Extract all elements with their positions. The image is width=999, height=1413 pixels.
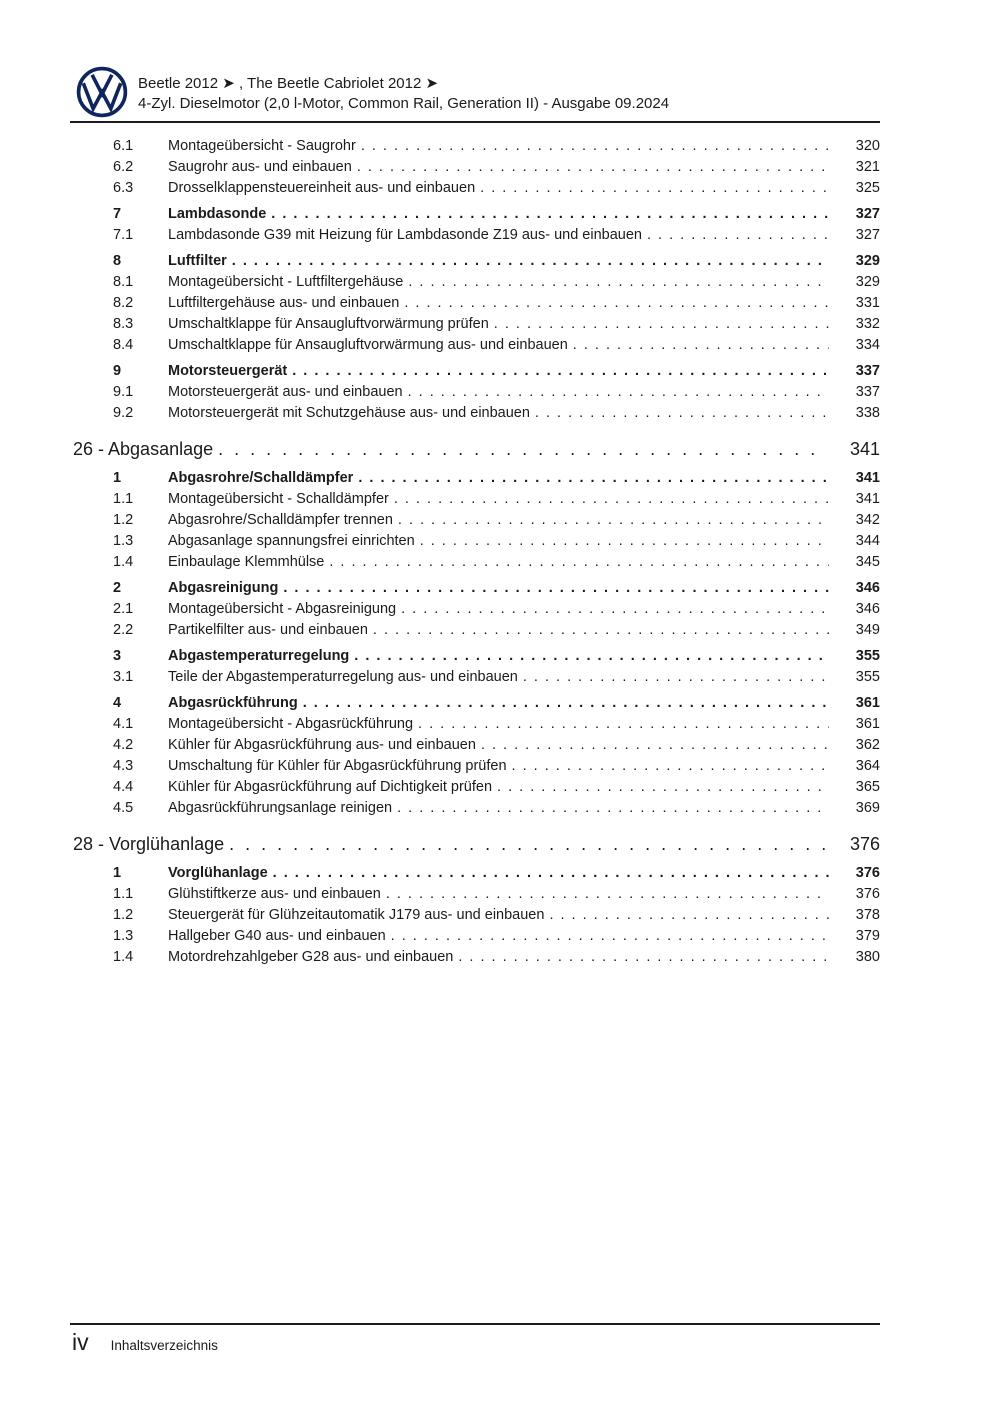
toc-entry-title: Motorsteuergerät mit Schutzgehäuse aus- und einbauen [168, 405, 530, 421]
dot-leader [386, 884, 829, 905]
toc-entry-number: 1 [113, 470, 122, 486]
dot-leader [494, 314, 829, 335]
toc-entry-title: Umschaltklappe für Ansaugluftvorwärmung prüfen [168, 316, 489, 332]
dot-leader [292, 361, 829, 382]
toc-entry-title: Abgastemperaturregelung [168, 648, 350, 664]
dot-leader [458, 947, 829, 968]
toc-entry-number: 2.2 [113, 622, 134, 638]
header-text [138, 74, 669, 114]
dot-leader [358, 468, 829, 489]
dot-leader [408, 382, 829, 403]
toc-entry-title: Montageübersicht - Schalldämpfer [168, 491, 389, 507]
dot-leader [535, 403, 829, 424]
toc-entry-number: 1.4 [113, 554, 134, 570]
toc-entry-row [70, 531, 880, 552]
toc-entry-number: 8.3 [113, 316, 134, 332]
toc-entry-title: Abgasreinigung [168, 580, 279, 596]
toc-page-number: 355 [855, 648, 880, 664]
toc-page-number: 331 [855, 295, 880, 311]
toc-entry-title: Partikelfilter aus- und einbauen [168, 622, 368, 638]
toc-entry-title: Teile der Abgastemperaturregelung aus- und einbauen [168, 669, 518, 685]
toc-entry-title: Drosselklappensteuereinheit aus- und einbauen [168, 180, 476, 196]
toc-entry-number: 8 [113, 253, 122, 269]
vw-logo-icon [76, 66, 128, 118]
toc-entry-title: Umschaltklappe für Ansaugluftvorwärmung aus- und einbauen [168, 337, 568, 353]
toc-entry-row [70, 136, 880, 157]
toc-page-number: 378 [855, 907, 880, 923]
toc-entry-title: Vorglühanlage [168, 865, 268, 881]
toc-entry-number: 9.1 [113, 384, 134, 400]
toc-entry-row [70, 403, 880, 424]
toc-entry-number: 4.4 [113, 779, 134, 795]
toc-page-number: 346 [855, 580, 880, 596]
toc-chapter-row [70, 435, 880, 463]
toc-entry-number: 4.2 [113, 737, 134, 753]
dot-leader [397, 798, 829, 819]
table-of-contents [70, 136, 880, 968]
toc-entry-number: 1.1 [113, 491, 134, 507]
toc-entry-number: 4.5 [113, 800, 134, 816]
dot-leader [357, 157, 829, 178]
toc-entry-row [70, 272, 880, 293]
toc-page-number: 329 [855, 274, 880, 290]
toc-page-number: 355 [855, 669, 880, 685]
toc-entry-number: 1.3 [113, 533, 134, 549]
toc-section-row [70, 646, 880, 667]
toc-section-row [70, 251, 880, 272]
footer-rule [70, 1323, 880, 1325]
toc-page-number: 341 [855, 470, 880, 486]
toc-entry-number: 2.1 [113, 601, 134, 617]
dot-leader [271, 204, 829, 225]
toc-entry-row [70, 884, 880, 905]
dot-leader [218, 435, 825, 463]
toc-page-number: 362 [855, 737, 880, 753]
toc-chapter-title: 26 - Abgasanlage [73, 439, 214, 459]
toc-entry-title: Abgasrückführung [168, 695, 298, 711]
toc-page-number: 337 [855, 363, 880, 379]
dot-leader [354, 646, 829, 667]
toc-entry-number: 4 [113, 695, 122, 711]
toc-page-number: 341 [855, 491, 880, 507]
toc-entry-number: 1.4 [113, 949, 134, 965]
toc-entry-title: Luftfilter [168, 253, 227, 269]
dot-leader [391, 926, 829, 947]
dot-leader [523, 667, 829, 688]
toc-entry-row [70, 552, 880, 573]
toc-entry-row [70, 777, 880, 798]
toc-entry-number: 1.3 [113, 928, 134, 944]
dot-leader [394, 489, 829, 510]
dot-leader [573, 335, 829, 356]
dot-leader [229, 830, 825, 858]
toc-entry-number: 6.3 [113, 180, 134, 196]
toc-section-row [70, 693, 880, 714]
toc-entry-title: Glühstiftkerze aus- und einbauen [168, 886, 381, 902]
toc-page-number: 369 [855, 800, 880, 816]
toc-page-number: 345 [855, 554, 880, 570]
toc-entry-title: Abgasrückführungsanlage reinigen [168, 800, 393, 816]
dot-leader [361, 136, 829, 157]
toc-entry-number: 8.4 [113, 337, 134, 353]
toc-entry-row [70, 510, 880, 531]
toc-page-number: 344 [855, 533, 880, 549]
toc-entry-title: Motordrehzahlgeber G28 aus- und einbauen [168, 949, 454, 965]
toc-page-number: 380 [855, 949, 880, 965]
toc-entry-title: Montageübersicht - Luftfiltergehäuse [168, 274, 404, 290]
toc-entry-number: 1.2 [113, 907, 134, 923]
toc-entry-number: 1 [113, 865, 122, 881]
toc-entry-title: Umschaltung für Kühler für Abgasrückführung prüfen [168, 758, 507, 774]
toc-section-row [70, 468, 880, 489]
toc-page-number: 361 [855, 716, 880, 732]
toc-entry-row [70, 667, 880, 688]
toc-section-row [70, 578, 880, 599]
toc-section-row [70, 204, 880, 225]
toc-entry-row [70, 293, 880, 314]
toc-entry-row [70, 756, 880, 777]
toc-entry-row [70, 947, 880, 968]
toc-page-number: 327 [855, 206, 880, 222]
toc-page-number: 338 [855, 405, 880, 421]
toc-entry-number: 9.2 [113, 405, 134, 421]
toc-entry-title: Kühler für Abgasrückführung aus- und einbauen [168, 737, 476, 753]
toc-page-number: 332 [855, 316, 880, 332]
toc-entry-number: 4.1 [113, 716, 134, 732]
toc-entry-number: 1.1 [113, 886, 134, 902]
dot-leader [232, 251, 829, 272]
toc-entry-title: Abgasrohre/Schalldämpfer [168, 470, 354, 486]
dot-leader [404, 293, 829, 314]
toc-chapter-row [70, 830, 880, 858]
dot-leader [418, 714, 829, 735]
toc-entry-row [70, 798, 880, 819]
toc-entry-number: 1.2 [113, 512, 134, 528]
toc-entry-title: Saugrohr aus- und einbauen [168, 159, 352, 175]
toc-entry-number: 8.1 [113, 274, 134, 290]
header-edition-line: 4-Zyl. Dieselmotor (2,0 l-Motor, Common Rail, Generation II) - Ausgabe 09.2024 [138, 95, 670, 112]
toc-section-row [70, 361, 880, 382]
toc-entry-title: Lambdasonde G39 mit Heizung für Lambdasonde Z19 aus- und einbauen [168, 227, 642, 243]
page-number-roman: iv [72, 1329, 89, 1355]
toc-entry-row [70, 157, 880, 178]
toc-entry-number: 9 [113, 363, 122, 379]
toc-entry-number: 3.1 [113, 669, 134, 685]
dot-leader [401, 599, 829, 620]
toc-page-number: 320 [855, 138, 880, 154]
dot-leader [398, 510, 829, 531]
dot-leader [481, 735, 829, 756]
toc-page-number: 376 [849, 834, 880, 854]
toc-chapter-title: 28 - Vorglühanlage [73, 834, 225, 854]
toc-entry-number: 7.1 [113, 227, 134, 243]
toc-page-number: 379 [855, 928, 880, 944]
dot-leader [420, 531, 829, 552]
toc-page-number: 334 [855, 337, 880, 353]
toc-entry-title: Montageübersicht - Saugrohr [168, 138, 356, 154]
footer-section-label: Inhaltsverzeichnis [110, 1338, 218, 1353]
toc-entry-row [70, 225, 880, 246]
dot-leader [329, 552, 829, 573]
page-footer [70, 1329, 880, 1356]
toc-entry-title: Motorsteuergerät [168, 363, 288, 379]
dot-leader [303, 693, 829, 714]
toc-entry-number: 8.2 [113, 295, 134, 311]
toc-page-number: 364 [855, 758, 880, 774]
toc-entry-title: Abgasanlage spannungsfrei einrichten [168, 533, 415, 549]
dot-leader [480, 178, 829, 199]
toc-section-row [70, 863, 880, 884]
toc-page-number: 342 [855, 512, 880, 528]
toc-entry-row [70, 599, 880, 620]
dot-leader [512, 756, 829, 777]
dot-leader [497, 777, 829, 798]
toc-entry-number: 2 [113, 580, 122, 596]
toc-entry-number: 6.2 [113, 159, 134, 175]
dot-leader [373, 620, 829, 641]
toc-entry-row [70, 905, 880, 926]
toc-page-number: 327 [855, 227, 880, 243]
toc-page-number: 341 [849, 439, 880, 459]
toc-page-number: 361 [855, 695, 880, 711]
toc-entry-title: Hallgeber G40 aus- und einbauen [168, 928, 386, 944]
toc-entry-row [70, 926, 880, 947]
toc-entry-title: Motorsteuergerät aus- und einbauen [168, 384, 403, 400]
toc-entry-number: 4.3 [113, 758, 134, 774]
toc-entry-row [70, 620, 880, 641]
toc-entry-row [70, 382, 880, 403]
toc-entry-row [70, 178, 880, 199]
toc-entry-row [70, 314, 880, 335]
toc-entry-title: Montageübersicht - Abgasrückführung [168, 716, 414, 732]
toc-page-number: 376 [855, 886, 880, 902]
toc-entry-title: Abgasrohre/Schalldämpfer trennen [168, 512, 393, 528]
toc-page-number: 349 [855, 622, 880, 638]
dot-leader [549, 905, 829, 926]
toc-page-number: 337 [855, 384, 880, 400]
toc-page-number: 329 [855, 253, 880, 269]
toc-entry-row [70, 714, 880, 735]
toc-entry-title: Lambdasonde [168, 206, 267, 222]
toc-page-number: 325 [855, 180, 880, 196]
page-header [70, 64, 880, 120]
toc-page-number: 365 [855, 779, 880, 795]
dot-leader [647, 225, 829, 246]
toc-entry-title: Steuergerät für Glühzeitautomatik J179 aus- und einbauen [168, 907, 545, 923]
toc-entry-title: Einbaulage Klemmhülse [168, 554, 325, 570]
toc-entry-title: Luftfiltergehäuse aus- und einbauen [168, 295, 400, 311]
toc-entry-title: Kühler für Abgasrückführung auf Dichtigkeit prüfen [168, 779, 493, 795]
toc-page-number: 346 [855, 601, 880, 617]
header-rule [70, 121, 880, 123]
toc-entry-row [70, 489, 880, 510]
toc-entry-number: 7 [113, 206, 122, 222]
dot-leader [273, 863, 829, 884]
dot-leader [283, 578, 829, 599]
toc-entry-row [70, 335, 880, 356]
toc-entry-number: 3 [113, 648, 122, 664]
toc-page-number: 376 [855, 865, 880, 881]
toc-entry-row [70, 735, 880, 756]
toc-entry-title: Montageübersicht - Abgasreinigung [168, 601, 397, 617]
toc-page-number: 321 [855, 159, 880, 175]
dot-leader [408, 272, 829, 293]
toc-entry-number: 6.1 [113, 138, 134, 154]
header-model-line: Beetle 2012 ➤ , The Beetle Cabriolet 2012 ➤ [138, 75, 439, 92]
